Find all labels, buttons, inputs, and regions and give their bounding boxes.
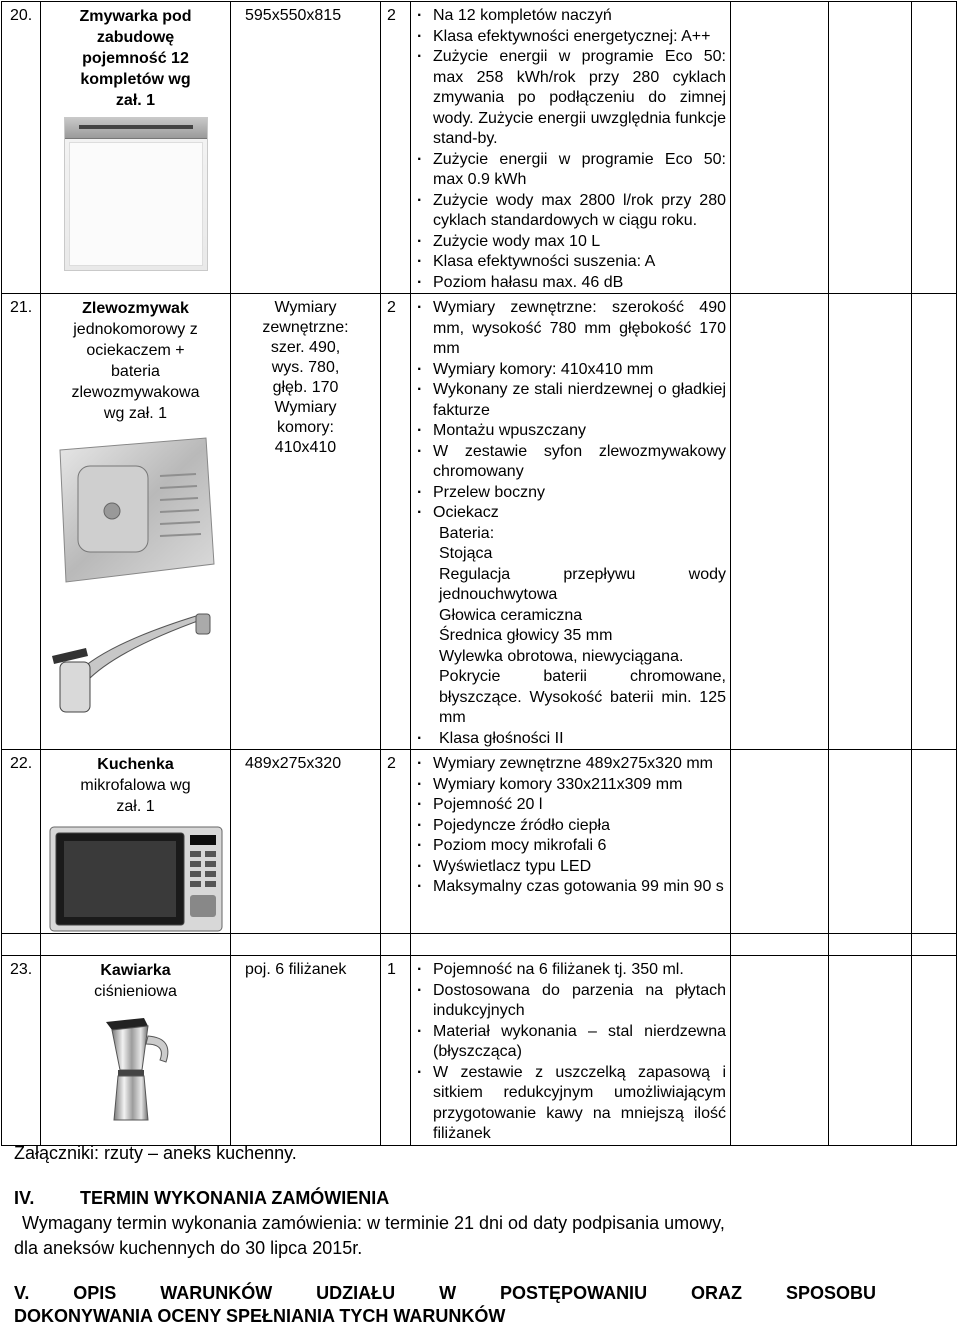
row-number: 22. <box>10 755 33 772</box>
dimension-line: wys. 780, <box>271 359 340 376</box>
spec-item: · Na 12 kompletów naczyń <box>415 6 726 27</box>
dimensions: poj. 6 filiżanek <box>245 961 347 978</box>
spec-item: · Pojemność na 6 filiżanek tj. 350 ml. <box>415 960 726 981</box>
spec-item: · Zużycie wody max 2800 l/rok przy 280 cyklach standardowych w ciągu roku. <box>415 191 726 232</box>
dimension-line: komory: <box>277 419 334 436</box>
spec-item: · Wymiary komory 330x211x309 mm <box>415 775 726 796</box>
spec-list <box>415 960 726 1145</box>
item-name-line: kompletów wg <box>80 71 191 88</box>
table-row <box>2 956 957 1146</box>
spec-item: · Dostosowana do parzenia na płytach indukcyjnych <box>415 981 726 1022</box>
item-name-line: zał. 1 <box>115 92 156 109</box>
spec-sub-item: Stojąca <box>439 545 493 562</box>
quantity: 2 <box>387 755 396 772</box>
heading-word: WARUNKÓW <box>160 1283 273 1303</box>
spec-sub-item: Bateria: <box>439 524 495 542</box>
spec-item: · Wykonany ze stali nierdzewnej o gładkiej fakturze <box>415 380 726 421</box>
spec-item: · Ociekacz <box>415 503 726 524</box>
section-5-heading-line <box>14 1281 876 1306</box>
spec-sub-item: Głowica ceramiczna <box>439 606 583 624</box>
spec-item: · Klasa efektywności energetycznej: A++ <box>415 27 726 48</box>
section-4-heading <box>14 1186 389 1211</box>
item-name <box>41 294 230 424</box>
item-name-line: Kawiarka <box>100 962 171 979</box>
dimension-line: Wymiary <box>274 299 337 316</box>
spec-sub-item: Regulacja przepływu wody jednouchwytowa <box>439 565 726 603</box>
spec-item: · Materiał wykonania – stal nierdzewna (błyszcząca) <box>415 1022 726 1063</box>
item-name-line: wg zał. 1 <box>103 405 168 422</box>
spec-item: · W zestawie syfon zlewozmywakowy chromowany <box>415 442 726 483</box>
spec-item: · Pojemność 20 l <box>415 795 726 816</box>
item-name-cell <box>41 2 231 294</box>
dishwasher-image <box>64 117 208 271</box>
item-name <box>41 956 230 1002</box>
item-name-line: Zmywarka pod <box>79 8 192 25</box>
spec-sub-item: Pokrycie baterii chromowane, błyszczące. Wysokość baterii min. 125 mm <box>439 668 726 726</box>
heading-word: SPOSOBU <box>785 1283 876 1303</box>
heading-word: ORAZ <box>691 1283 742 1303</box>
heading-word: POSTĘPOWANIU <box>500 1283 648 1303</box>
dimensions-cell <box>231 2 381 294</box>
spec-item: · Poziom hałasu max. 46 dB <box>415 273 726 294</box>
item-name-line: ociekaczem + <box>86 342 185 359</box>
item-name-line: Kuchenka <box>97 756 174 773</box>
spec-list <box>415 6 726 293</box>
item-name-line: jednokomorowy z <box>73 321 198 338</box>
spec-item: · Zużycie energii w programie Eco 50: max 0.9 kWh <box>415 150 726 191</box>
heading-word: W <box>439 1283 457 1303</box>
spec-item: · W zestawie z uszczelką zapasową i sitkiem redukcyjnym umożliwiającym przygotowanie kawy na mniejszą ilość filiżanek <box>415 1063 726 1145</box>
spec-item: · Klasa efektywności suszenia: A <box>415 252 726 273</box>
specs-cell <box>411 2 731 294</box>
row-number: 23. <box>10 961 33 978</box>
section-number: IV. <box>14 1188 35 1208</box>
item-name-line: zabudowę <box>96 29 175 46</box>
dimension-line: zewnętrzne: <box>262 319 349 336</box>
section-4-line: dla aneksów kuchennych do 30 lipca 2015r. <box>14 1238 363 1258</box>
quantity: 2 <box>387 7 396 24</box>
table-row <box>2 750 957 934</box>
table-row <box>2 2 957 294</box>
spacer-row <box>2 934 957 956</box>
row-number-cell <box>2 2 41 294</box>
faucet-image <box>46 604 226 714</box>
spec-list <box>415 298 726 749</box>
specification-table <box>1 1 957 1146</box>
empty-cell <box>731 2 829 294</box>
empty-cell <box>829 2 912 294</box>
dimension-line: Wymiary <box>274 399 337 416</box>
spec-item: · Pojedyncze źródło ciepła <box>415 816 726 837</box>
item-name-line: mikrofalowa wg <box>80 777 191 794</box>
section-number: V. <box>14 1283 30 1303</box>
spec-sub-item: Wylewka obrotowa, niewyciągana. <box>439 647 684 665</box>
dimension-line: 410x410 <box>274 439 337 456</box>
spec-item: · Przelew boczny <box>415 483 726 504</box>
coffee-maker-image <box>86 1008 186 1128</box>
item-name-line: zał. 1 <box>116 798 155 815</box>
dimensions: 489x275x320 <box>245 755 342 772</box>
dimensions: 595x550x815 <box>245 7 342 24</box>
quantity: 2 <box>387 299 396 316</box>
dimensions <box>231 294 380 458</box>
section-5-heading-line-2: DOKONYWANIA OCENY SPEŁNIANIA TYCH WARUNKÓW <box>14 1306 506 1326</box>
heading-word: UDZIAŁU <box>316 1283 396 1303</box>
dimension-line: szer. 490, <box>270 339 341 356</box>
spec-item: · Wyświetlacz typu LED <box>415 857 726 878</box>
quantity: 1 <box>387 961 396 978</box>
quantity-cell <box>381 2 411 294</box>
spec-item: · Poziom mocy mikrofali 6 <box>415 836 726 857</box>
section-title: TERMIN WYKONANIA ZAMÓWIENIA <box>80 1188 390 1208</box>
item-name-line: pojemność 12 <box>82 50 189 67</box>
spec-item: · Montażu wpuszczany <box>415 421 726 442</box>
spec-item: · Zużycie wody max 10 L <box>415 232 726 253</box>
item-name-line: zlewozmywakowa <box>71 384 200 401</box>
spec-item: · Wymiary komory: 410x410 mm <box>415 360 726 381</box>
spec-item: · Wymiary zewnętrzne: szerokość 490 mm, wysokość 780 mm głębokość 170 mm <box>415 298 726 360</box>
section-5-heading <box>14 1281 876 1306</box>
row-number: 20. <box>10 7 33 24</box>
attachments-note: Załączniki: rzuty – aneks kuchenny. <box>14 1143 297 1163</box>
sink-image <box>56 436 216 586</box>
empty-cell <box>912 2 957 294</box>
spec-item: · Klasa głośności II <box>415 729 726 750</box>
item-name-line: bateria <box>111 363 160 380</box>
dimension-line: głęb. 170 <box>272 379 339 396</box>
item-name-line: Zlewozmywak <box>82 300 189 317</box>
spec-item: · Maksymalny czas gotowania 99 min 90 s <box>415 877 726 898</box>
table-row <box>2 294 957 750</box>
microwave-image <box>48 823 224 933</box>
spec-item: · Zużycie energii w programie Eco 50: max 258 kWh/rok przy 280 cyklach zmywania po podłączeniu do zimnej wody. Zużycie energii uwzględnia funkcje stand-by. <box>415 47 726 150</box>
spec-sub-item: Średnica głowicy 35 mm <box>439 627 613 644</box>
item-name <box>41 750 230 817</box>
heading-word: OPIS <box>73 1283 117 1303</box>
spec-item: · Wymiary zewnętrzne 489x275x320 mm <box>415 754 726 775</box>
spec-list <box>415 754 726 898</box>
section-4-line: Wymagany termin wykonania zamówienia: w terminie 21 dni od daty podpisania umowy, <box>22 1213 725 1233</box>
item-name <box>41 2 230 111</box>
item-name-line: ciśnieniowa <box>94 983 177 1000</box>
row-number: 21. <box>10 299 33 316</box>
